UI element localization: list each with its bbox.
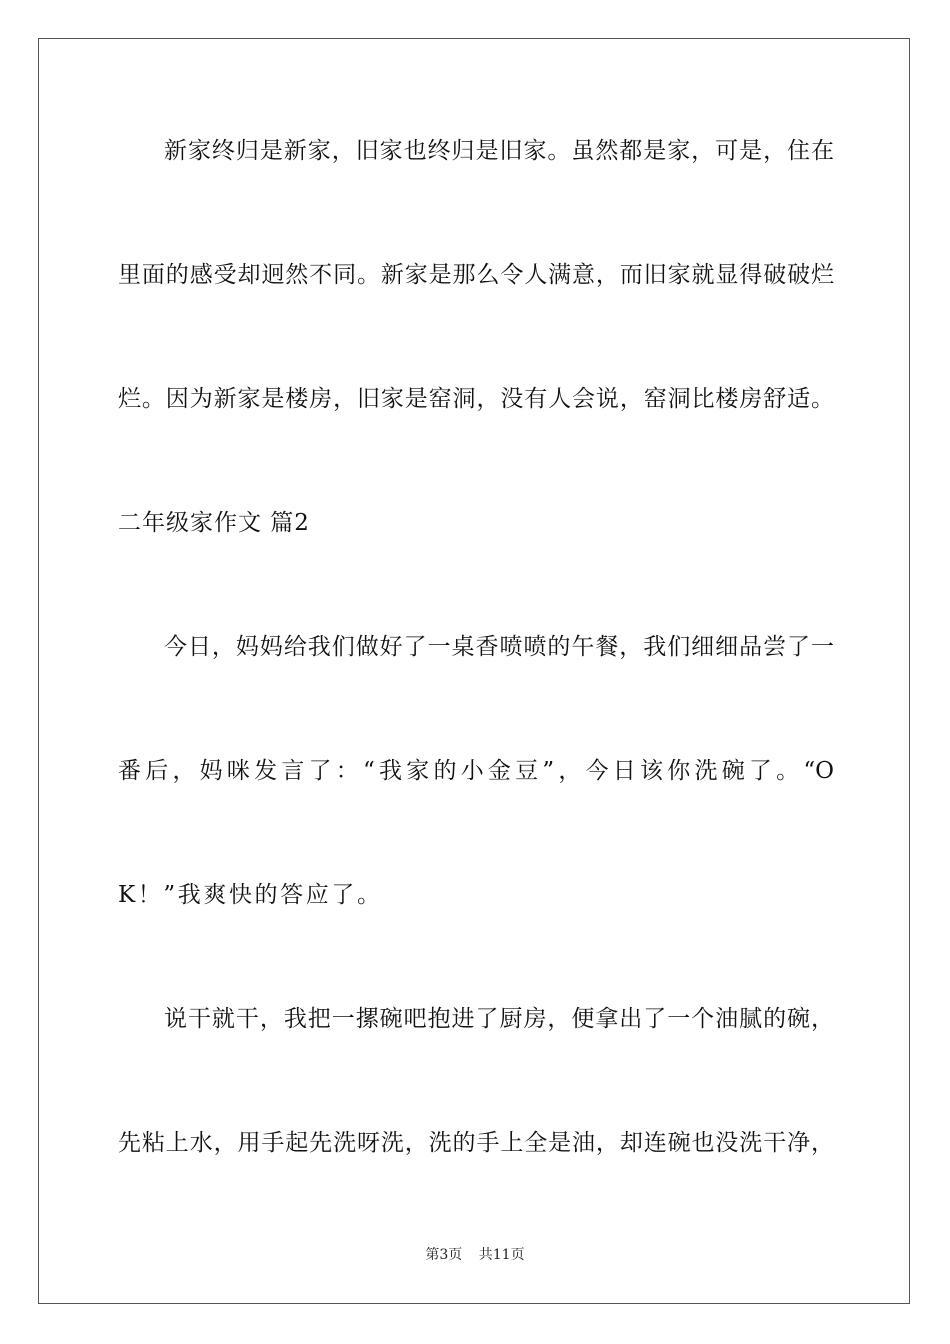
paragraph-line: 先粘上水，用手起先洗呀洗，洗的手上全是油，却连碗也没洗干净， (118, 1130, 834, 1156)
page-footer (0, 1246, 950, 1264)
paragraph-line: 番后，妈咪发言了：“我家的小金豆”，今日该你洗碗了。“O (118, 758, 834, 784)
page-total: 共11页 (478, 1247, 525, 1263)
paragraph-line: K！”我爽快的答应了。 (118, 882, 383, 908)
paragraph-line: 烂。因为新家是楼房，旧家是窑洞，没有人会说，窑洞比楼房舒适。 (118, 386, 834, 412)
paragraph-line: 说干就干，我把一摞碗吧抱进了厨房，便拿出了一个油腻的碗， (164, 1006, 834, 1032)
section-heading: 二年级家作文 篇2 (118, 510, 310, 536)
paragraph-line: 里面的感受却迥然不同。新家是那么令人满意，而旧家就显得破破烂 (118, 262, 834, 288)
page-number: 第3页 (425, 1247, 463, 1263)
page-border (38, 38, 910, 1304)
paragraph-line: 新家终归是新家，旧家也终归是旧家。虽然都是家，可是，住在 (164, 138, 834, 164)
paragraph-line: 今日，妈妈给我们做好了一桌香喷喷的午餐，我们细细品尝了一 (164, 634, 834, 660)
